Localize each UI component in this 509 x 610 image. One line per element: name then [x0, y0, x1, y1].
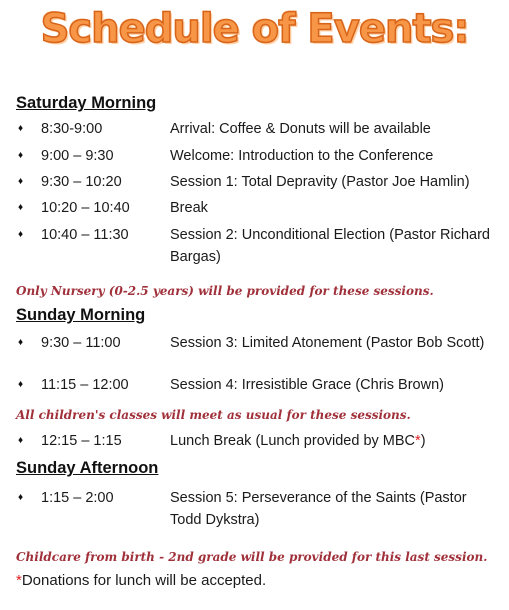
bullet-icon: ♦ [18, 229, 24, 240]
event-description: Arrival: Coffee & Donuts will be available [170, 121, 431, 137]
event-time: 9:00 – 9:30 [41, 148, 114, 164]
asterisk-mark: * [16, 572, 22, 589]
section-heading-saturday-morning: Saturday Morning [16, 94, 157, 112]
event-description: Break [170, 200, 208, 216]
footnote: *Donations for lunch will be accepted. [16, 572, 267, 589]
bullet-icon: ♦ [18, 123, 24, 134]
event-description: Session 5: Perseverance of the Saints (Pastor Todd Dykstra) [170, 490, 467, 528]
bullet-icon: ♦ [18, 176, 24, 187]
bullet-icon: ♦ [18, 435, 24, 446]
event-description: Lunch Break (Lunch provided by MBC*) [170, 433, 426, 449]
page-title: Schedule of Events: [40, 6, 469, 52]
event-description: Session 2: Unconditional Election (Pastor Richard Bargas) [170, 227, 490, 265]
event-description: Session 4: Irresistible Grace (Chris Brown) [170, 377, 444, 393]
section-heading-sunday-morning: Sunday Morning [16, 306, 146, 324]
event-time: 11:15 – 12:00 [41, 377, 129, 393]
event-time: 9:30 – 10:20 [41, 174, 122, 190]
childcare-note: All children's classes will meet as usual for these sessions. [16, 408, 411, 422]
asterisk-mark: * [415, 433, 421, 449]
bullet-icon: ♦ [18, 379, 24, 390]
event-time: 1:15 – 2:00 [41, 490, 114, 506]
event-time: 10:20 – 10:40 [41, 200, 130, 216]
event-description: Welcome: Introduction to the Conference [170, 148, 434, 164]
bullet-icon: ♦ [18, 492, 24, 503]
event-description: Session 3: Limited Atonement (Pastor Bob Scott) [170, 335, 485, 351]
childcare-note: Childcare from birth - 2nd grade will be provided for this last session. [16, 550, 488, 564]
bullet-icon: ♦ [18, 337, 24, 348]
event-time: 9:30 – 11:00 [41, 335, 121, 351]
event-time: 12:15 – 1:15 [41, 433, 122, 449]
bullet-icon: ♦ [18, 150, 24, 161]
childcare-note: Only Nursery (0-2.5 years) will be provided for these sessions. [16, 284, 434, 298]
bullet-icon: ♦ [18, 202, 24, 213]
event-time: 8:30-9:00 [41, 121, 103, 137]
event-time: 10:40 – 11:30 [41, 227, 129, 243]
section-heading-sunday-afternoon: Sunday Afternoon [16, 459, 159, 477]
event-description: Session 1: Total Depravity (Pastor Joe Hamlin) [170, 174, 470, 190]
